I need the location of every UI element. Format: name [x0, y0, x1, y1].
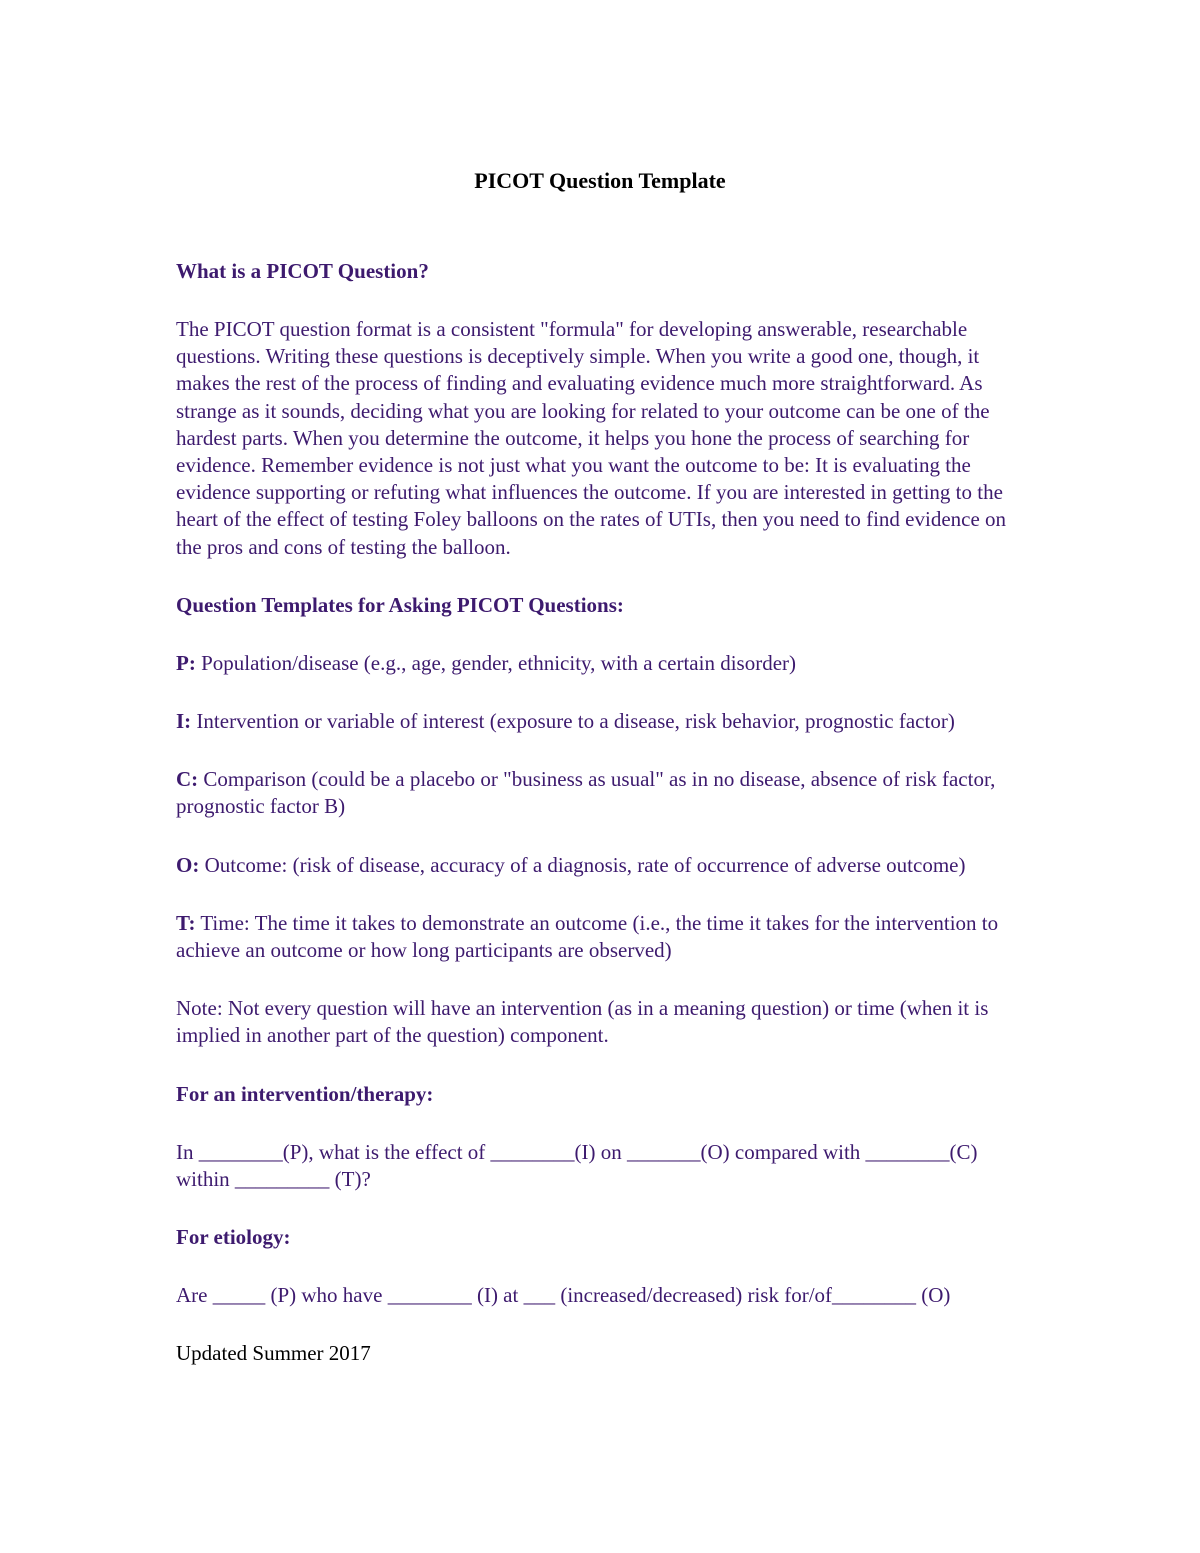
footer-updated: Updated Summer 2017: [176, 1341, 371, 1366]
item-intervention: [176, 708, 1026, 735]
intro-paragraph: The PICOT question format is a consistent "formula" for developing answerable, researchable questions. Writing these questions is deceptively simple. When you write a good one, though, it makes the rest of the process of finding and evaluating evidence much more straightforward. As strange as it sounds, deciding what you are looking for related to your outcome can be one of the hardest parts. When you determine the outcome, it helps you hone the process of searching for evidence. Remember evidence is not just what you want the outcome to be: It is evaluating the evidence supporting or refuting what influences the outcome. If you are interested in getting to the heart of the effect of testing Foley balloons on the rates of UTIs, then you need to find evidence on the pros and cons of testing the balloon.: [176, 317, 1007, 559]
what-is-picot-heading: What is a PICOT Question?: [176, 259, 429, 283]
item-text: Intervention or variable of interest (exposure to a disease, risk behavior, prognostic factor): [196, 709, 955, 734]
page-title: PICOT Question Template: [474, 168, 726, 193]
item-population: [176, 650, 1026, 677]
item-text: Comparison (could be a placebo or "business as usual" as in no disease, absence of risk factor, prognostic factor B): [176, 767, 996, 819]
item-letter: T:: [176, 910, 196, 935]
item-comparison: [176, 766, 1026, 820]
item-outcome: [176, 852, 1026, 879]
note-paragraph: Note: Not every question will have an intervention (as in a meaning question) or time (when it is implied in another part of the question) component.: [176, 996, 989, 1048]
item-letter: O:: [176, 852, 200, 877]
intervention-heading: For an intervention/therapy:: [176, 1081, 434, 1106]
item-time: [176, 910, 1026, 964]
item-text: Population/disease (e.g., age, gender, ethnicity, with a certain disorder): [201, 650, 797, 675]
title-wrapper: [0, 168, 1200, 256]
item-text: Outcome: (risk of disease, accuracy of a diagnosis, rate of occurrence of adverse outcome): [204, 852, 966, 877]
item-letter: P:: [176, 650, 196, 675]
item-text: Time: The time it takes to demonstrate an outcome (i.e., the time it takes for the intervention to achieve an outcome or how long participants are observed): [176, 910, 999, 963]
templates-heading: Question Templates for Asking PICOT Questions:: [176, 592, 624, 617]
intervention-template: In ________(P), what is the effect of ________(I) on _______(O) compared with ________(C) within _________ (T)?: [176, 1139, 978, 1191]
item-letter: C:: [176, 767, 199, 792]
document-body: [176, 258, 1026, 1367]
etiology-heading: For etiology:: [176, 1225, 291, 1250]
etiology-template: Are _____ (P) who have ________ (I) at ___ (increased/decreased) risk for/of________ (O): [176, 1283, 951, 1308]
item-letter: I:: [176, 709, 192, 734]
